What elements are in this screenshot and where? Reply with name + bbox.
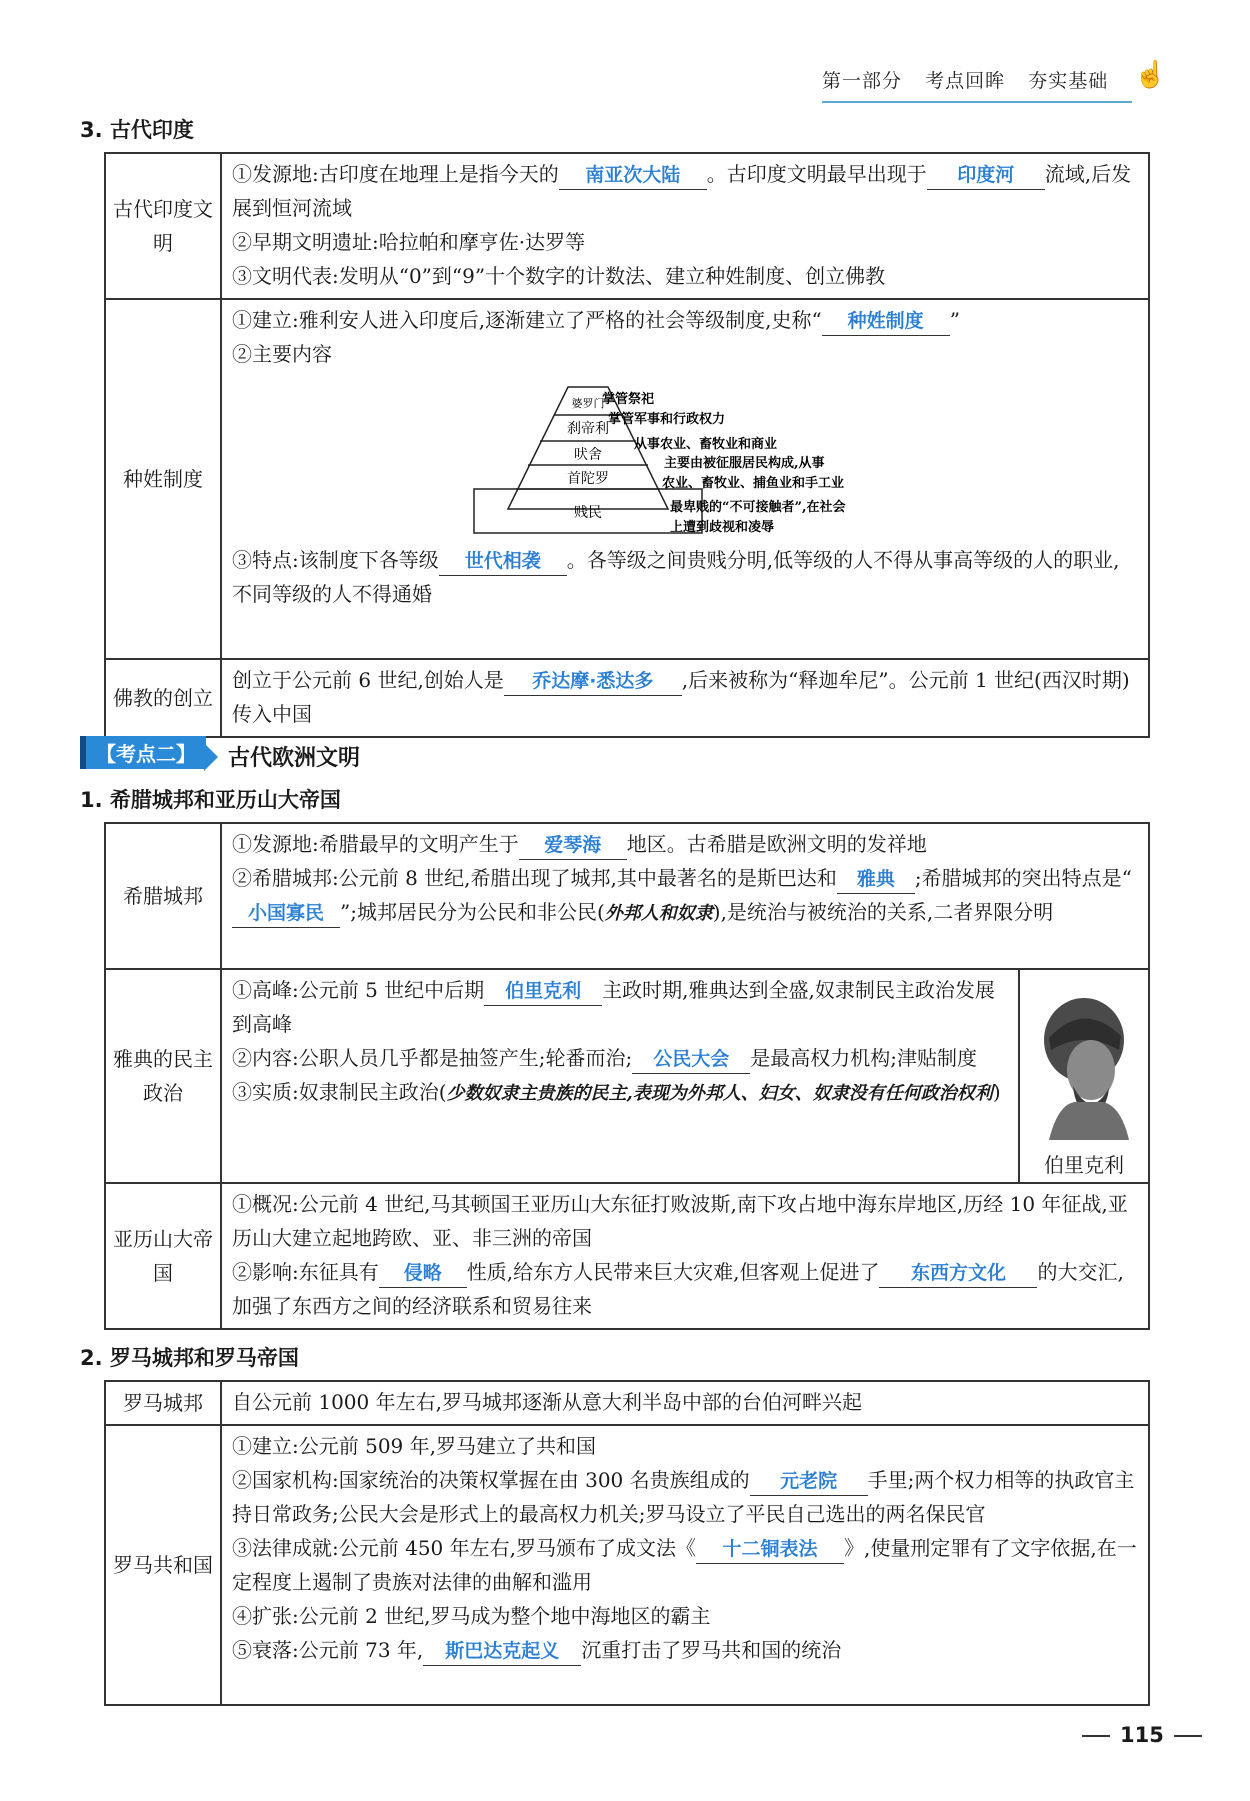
table-row <box>105 1425 1149 1705</box>
text: ③实质:奴隶制民主政治( <box>232 1080 447 1104</box>
arrow-icon <box>204 743 218 771</box>
header-part: 第一部分 <box>822 70 903 92</box>
text: ④扩张:公元前 2 世纪,罗马成为整个地中海地区的霸主 <box>232 1604 711 1628</box>
caste-duty: 掌管军事和行政权力 <box>608 412 726 427</box>
kaodian-title: 古代欧洲文明 <box>228 746 361 771</box>
pointing-hand-icon: ☝ <box>1134 60 1167 90</box>
note-text: 外邦人和奴隶 <box>604 903 713 924</box>
text: ①发源地:古印度在地理上是指今天的 <box>232 162 559 186</box>
text: ①高峰:公元前 5 世纪中后期 <box>232 978 485 1002</box>
section-title-rome: 2. 罗马城邦和罗马帝国 <box>80 1346 299 1370</box>
row-content <box>221 1183 1149 1329</box>
text: ②早期文明遗址:哈拉帕和摩亨佐·达罗等 <box>232 230 586 254</box>
row-label: 希腊城邦 <box>105 823 221 969</box>
answer-blank: 雅典 <box>837 865 915 894</box>
caste-level-label: 婆罗门 <box>571 397 605 410</box>
text: ) <box>992 1080 1001 1104</box>
divider <box>1082 1735 1110 1737</box>
answer-blank: 乔达摩·悉达多 <box>504 667 682 696</box>
section-title-india: 3. 古代印度 <box>80 118 194 142</box>
page-footer <box>1072 1723 1212 1747</box>
text: ①建立:公元前 509 年,罗马建立了共和国 <box>232 1434 596 1458</box>
answer-blank: 十二铜表法 <box>696 1535 844 1564</box>
answer-blank: 公民大会 <box>632 1045 750 1074</box>
row-label: 佛教的创立 <box>105 659 221 737</box>
text: ③文明代表:发明从“0”到“9”十个数字的计数法、建立种姓制度、创立佛教 <box>232 264 886 288</box>
text: 性质,给东方人民带来巨大灾难,但客观上促进了 <box>466 1260 880 1284</box>
row-content <box>221 1425 1149 1705</box>
text: ①发源地:希腊最早的文明产生于 <box>232 832 519 856</box>
text: 地区。古希腊是欧洲文明的发祥地 <box>626 832 927 856</box>
row-label: 罗马共和国 <box>105 1425 221 1705</box>
text: ,后来被称为“释迦牟尼”。公元前 1 世纪(西汉时期)传入中国 <box>232 668 1130 726</box>
answer-blank: 南亚次大陆 <box>559 161 707 190</box>
text: ②影响:东征具有 <box>232 1260 379 1284</box>
india-table <box>104 152 1150 738</box>
text: ②希腊城邦:公元前 8 世纪,希腊出现了城邦,其中最著名的是斯巴达和 <box>232 866 837 890</box>
answer-blank: 世代相袭 <box>439 547 567 576</box>
caste-duty: 从事农业、畜牧业和商业 <box>634 437 778 452</box>
caste-pyramid-diagram <box>472 379 932 539</box>
text: ①概况:公元前 4 世纪,马其顿国王亚历山大东征打败波斯,南下攻占地中海东岸地区,历经 10 年征战,亚历山大建立起地跨欧、亚、非三洲的帝国 <box>232 1192 1128 1250</box>
header-basis: 夯实基础 <box>1028 70 1109 92</box>
row-label: 罗马城邦 <box>105 1381 221 1425</box>
row-label: 雅典的民主政治 <box>105 969 221 1183</box>
row-content <box>221 153 1149 299</box>
divider <box>1174 1735 1202 1737</box>
kaodian-heading <box>80 736 360 772</box>
text: 创立于公元前 6 世纪,创始人是 <box>232 668 504 692</box>
row-content <box>221 823 1149 969</box>
answer-blank: 爱琴海 <box>519 831 627 860</box>
caste-level-label: 吠舍 <box>574 447 602 463</box>
text: ②主要内容 <box>232 342 332 366</box>
page-header <box>822 60 1167 98</box>
row-content <box>221 299 1149 659</box>
caste-duty: 农业、畜牧业、捕鱼业和手工业 <box>662 476 845 491</box>
text: 沉重打击了罗马共和国的统治 <box>581 1638 842 1662</box>
text: ),是统治与被统治的关系,二者界限分明 <box>712 900 1054 924</box>
text: ” <box>949 308 960 332</box>
portrait-cell <box>1019 969 1149 1183</box>
text: 。各等级之间贵贱分明,低等级的人不得从事高等级的人的职业,不同等级的人不得通婚 <box>232 548 1120 606</box>
header-underline <box>822 101 1132 103</box>
answer-blank: 小国寡民 <box>232 899 340 928</box>
answer-blank: 印度河 <box>927 161 1045 190</box>
text: ①建立:雅利安人进入印度后,逐渐建立了严格的社会等级制度,史称“ <box>232 308 822 332</box>
caste-duty: 掌管祭祀 <box>602 392 655 407</box>
caste-pyramid <box>232 379 1138 539</box>
text: 的大交汇,加强了东西方之间的经济联系和贸易往来 <box>232 1260 1124 1318</box>
caste-duty: 上遭到歧视和凌辱 <box>670 520 775 535</box>
note-text: 少数奴隶主贵族的民主,表现为外邦人、妇女、奴隶没有任何政治权利 <box>446 1083 993 1104</box>
caste-level-label: 首陀罗 <box>567 471 609 487</box>
answer-blank: 斯巴达克起义 <box>423 1637 581 1666</box>
row-content <box>221 969 1019 1183</box>
section-title-greece: 1. 希腊城邦和亚历山大帝国 <box>80 788 341 812</box>
text: ②国家机构:国家统治的决策权掌握在由 300 名贵族组成的 <box>232 1468 750 1492</box>
answer-blank: 东西方文化 <box>879 1259 1037 1288</box>
rome-table <box>104 1380 1150 1706</box>
answer-blank: 侵略 <box>379 1259 467 1288</box>
caste-level-label: 刹帝利 <box>567 421 609 437</box>
greece-table <box>104 822 1150 1330</box>
row-label: 种姓制度 <box>105 299 221 659</box>
pericles-portrait-image <box>1029 990 1139 1140</box>
page-number: 115 <box>1120 1723 1164 1747</box>
answer-blank: 种姓制度 <box>822 307 950 336</box>
text: ③特点:该制度下各等级 <box>232 548 439 572</box>
row-label: 古代印度文明 <box>105 153 221 299</box>
row-content: 自公元前 1000 年左右,罗马城邦逐渐从意大利半岛中部的台伯河畔兴起 <box>221 1381 1149 1425</box>
text: 主政时期,雅典达到全盛,奴隶制民主政治发展到高峰 <box>232 978 995 1036</box>
text: ⑤衰落:公元前 73 年, <box>232 1638 424 1662</box>
portrait-caption: 伯里克利 <box>1044 1153 1124 1177</box>
answer-blank: 伯里克利 <box>484 977 602 1006</box>
table-row <box>105 299 1149 659</box>
text: ②内容:公职人员几乎都是抽签产生;轮番而治; <box>232 1046 633 1070</box>
caste-level-label: 贱民 <box>574 505 602 521</box>
text: ③法律成就:公元前 450 年左右,罗马颁布了成文法《 <box>232 1536 696 1560</box>
kaodian-badge: 【考点二】 <box>80 736 206 769</box>
row-label: 亚历山大帝国 <box>105 1183 221 1329</box>
text: 手里;两个权力相等的执政官主持日常政务;公民大会是形式上的最高权力机关;罗马设立了平民自己选出的两名保民官 <box>232 1468 1135 1526</box>
caste-duty: 主要由被征服居民构成,从事 <box>664 456 825 471</box>
text: 。古印度文明最早出现于 <box>706 162 927 186</box>
text: ”;城邦居民分为公民和非公民( <box>340 900 605 924</box>
table-row <box>105 153 1149 299</box>
table-row <box>105 823 1149 969</box>
answer-blank: 元老院 <box>750 1467 868 1496</box>
table-row <box>105 659 1149 737</box>
text: 流域,后发展到恒河流域 <box>232 162 1132 220</box>
caste-duty: 最卑贱的“不可接触者”,在社会 <box>670 500 846 515</box>
row-content <box>221 659 1149 737</box>
table-row <box>105 1381 1149 1425</box>
table-row <box>105 1183 1149 1329</box>
table-row <box>105 969 1149 1183</box>
text: 是最高权力机构;津贴制度 <box>750 1046 977 1070</box>
header-review: 考点回眸 <box>925 70 1006 92</box>
text: 》,使量刑定罪有了文字依据,在一定程度上遏制了贵族对法律的曲解和滥用 <box>232 1536 1137 1594</box>
text: ;希腊城邦的突出特点是“ <box>914 866 1132 890</box>
